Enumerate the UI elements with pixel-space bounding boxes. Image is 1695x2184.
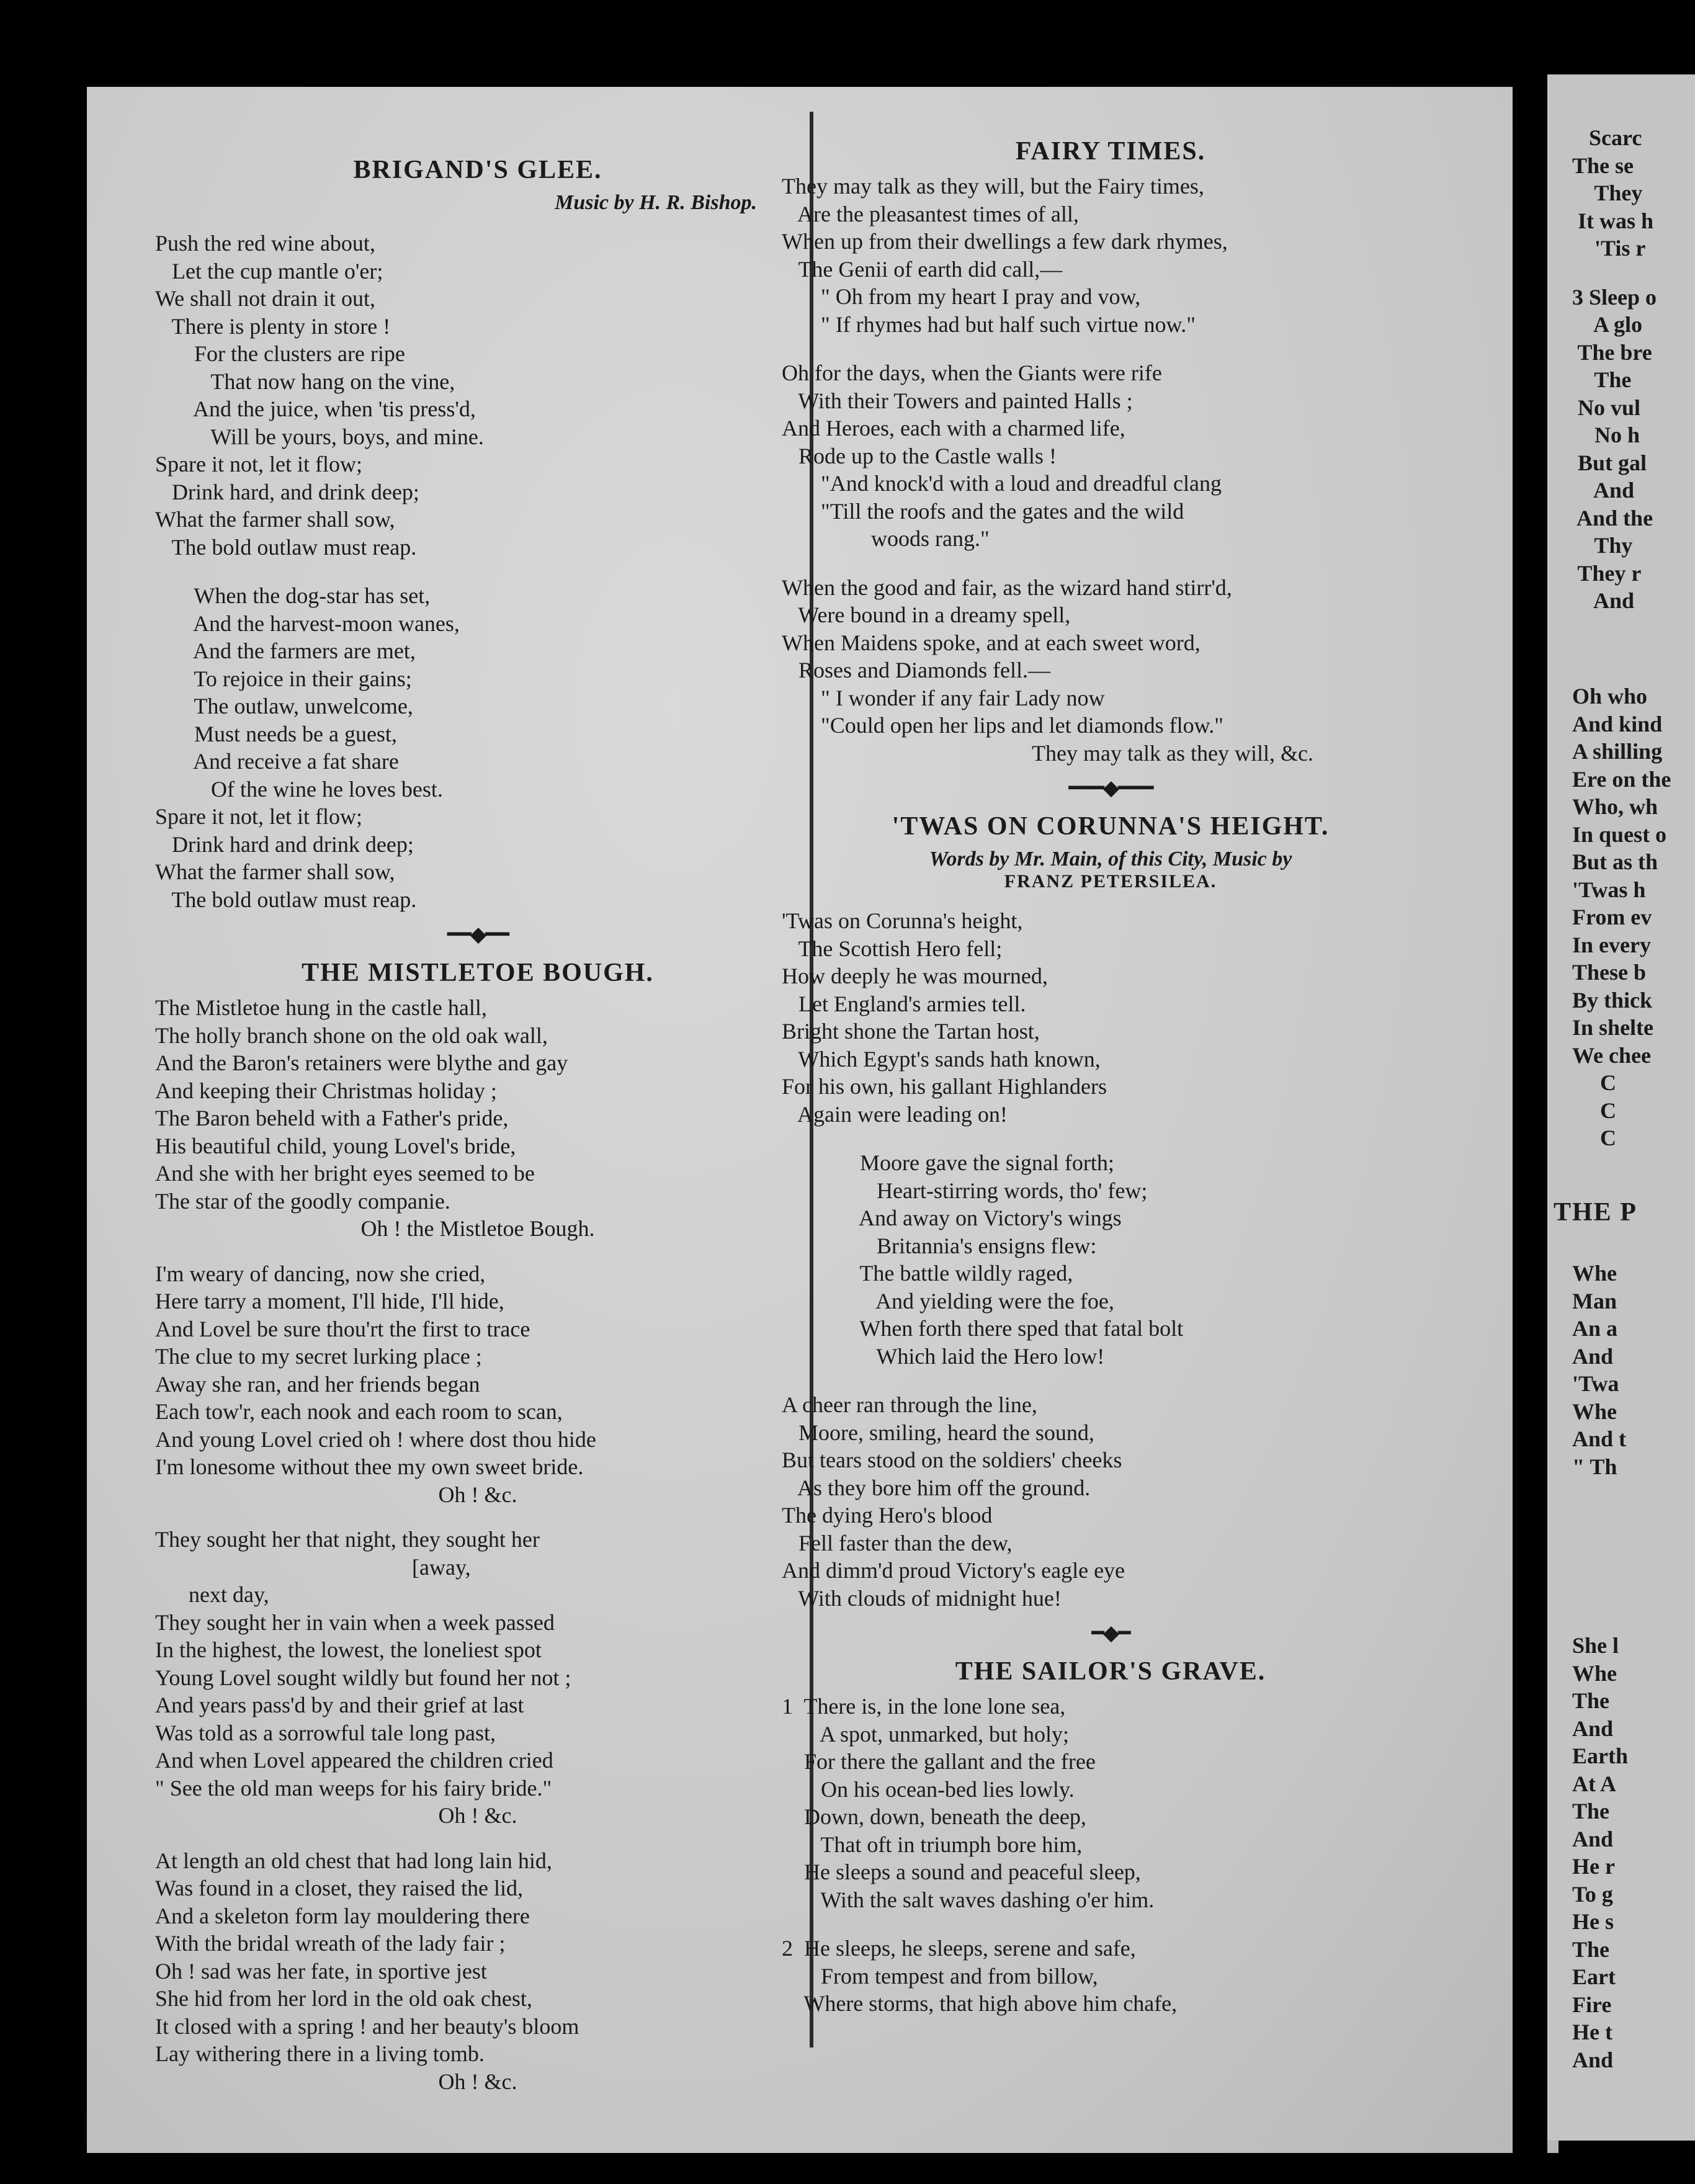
verse-line: Which Egypt's sands hath known, [782,1046,1101,1072]
verse-line: The Scottish Hero fell; [782,936,1003,961]
fragment-line: He r [1572,1854,1615,1879]
verse-line: It closed with a spring ! and her beauty's bloom [155,2013,579,2039]
fragment-line: The se [1572,153,1634,178]
verse-line: And away on Victory's wings [782,1206,1122,1230]
fragment-line: Fire [1572,1992,1612,2017]
verse-line: Heart-stirring words, tho' few; [782,1178,1148,1203]
verse-line: Roses and Diamonds fell.— [782,658,1050,682]
verse-line: Rode up to the Castle walls ! [782,443,1057,468]
verse-line: With the salt waves dashing o'er him. [782,1887,1155,1912]
verse-line: The bold outlaw must reap. [155,534,417,560]
stanza-chorus: Oh ! &c. [438,1803,517,1828]
verse-line: His beautiful child, young Lovel's bride, [155,1133,516,1158]
middle-column [782,136,1439,2018]
verse-line: 2 He sleeps, he sleeps, serene and safe, [782,1936,1136,1961]
fragment-line: Scarc [1572,125,1642,150]
verse-line: From tempest and from billow, [782,1963,1098,1989]
verse-line: And the Baron's retainers were blythe and gay [155,1050,568,1075]
verse-line: The outlaw, unwelcome, [155,694,413,718]
song-title: BRIGAND'S GLEE. [353,156,602,184]
verse-line: But tears stood on the soldiers' cheeks [782,1448,1122,1472]
stanza-gap [782,1370,1439,1391]
verse-line: " I wonder if any fair Lady now [782,685,1105,710]
fragment-line: From ev [1572,905,1652,929]
fragment-line: But as th [1572,849,1658,874]
verse-line: next day, [155,1582,269,1607]
stanza-chorus: Oh ! the Mistletoe Bough. [360,1216,595,1241]
verse-line: " Oh from my heart I pray and vow, [782,284,1141,309]
song-mistletoe-bough [155,958,800,2095]
verse-line: woods rang." [782,526,990,551]
page-gutter [1513,0,1547,2184]
verse-line: With clouds of midnight hue! [782,1585,1062,1611]
verse-line: With their Towers and painted Halls ; [782,388,1133,413]
verse-line: And dimm'd proud Victory's eagle eye [782,1558,1125,1583]
verse-line: They may talk as they will, but the Fairy times, [782,174,1204,199]
fragment-line: No h [1572,423,1640,447]
song-chorus: They may talk as they will, &c. [1032,740,1313,766]
verse-line: The clue to my secret lurking place ; [155,1344,482,1369]
verse-line: What the farmer shall sow, [155,507,395,532]
verse-line: " See the old man weeps for his fairy bride." [155,1775,552,1801]
stanza-gap [782,338,1439,359]
ornament-divider: ━━◆━━ [447,923,509,946]
song-stanzas [155,994,800,2095]
verse-line: In the highest, the lowest, the loneliest spot [155,1637,542,1662]
verse-line: And she with her bright eyes seemed to be [155,1161,535,1186]
fragment-line: The [1572,1936,1610,1962]
verse-line: Of the wine he loves best. [155,776,443,802]
verse-line: The holly branch shone on the old oak wall, [155,1023,548,1048]
verse-line: Bright shone the Tartan host, [782,1019,1040,1044]
fragment-line: Eart [1572,1964,1616,1989]
verse-line: Where storms, that high above him chafe, [782,1991,1178,2016]
stanza-chorus: Oh ! &c. [438,2069,517,2094]
verse-line: Must needs be a guest, [155,721,397,746]
ornament-divider: ━━━◆━━━ [1068,777,1153,800]
verse-line: They sought her in vain when a week passed [155,1609,555,1635]
fragment-line: In shelte [1572,1015,1654,1040]
fragment-lines [1554,1260,1626,1480]
stanza-gap [782,1128,1439,1149]
verse-line: The bold outlaw must reap. [155,887,417,912]
verse-line: Down, down, beneath the deep, [782,1804,1086,1829]
verse-line: Britannia's ensigns flew: [782,1233,1097,1258]
stanza-gap [782,553,1439,574]
verse-line: For the clusters are ripe [155,341,405,366]
verse-line: A cheer ran through the line, [782,1392,1037,1417]
verse-line: And the farmers are met, [155,638,416,663]
fragment-line: C [1572,1098,1616,1123]
song-title: THE MISTLETOE BOUGH. [302,959,654,987]
verse-line: And years pass'd by and their grief at last [155,1693,524,1717]
stanza-gap [782,1913,1439,1935]
fragment-lines [1554,1632,1628,2074]
verse-line: Spare it not, let it flow; [155,452,362,477]
fragment-lines [1554,124,1657,615]
verse-line: Let England's armies tell. [782,991,1026,1016]
fragment-line: These b [1572,960,1647,985]
fragment-line: To g [1572,1881,1613,1907]
fragment-line: Whe [1572,1261,1617,1286]
song-brigands-glee [155,155,800,913]
fragment-line: It was h [1572,208,1654,233]
song-lines [782,172,1439,740]
left-column [155,155,800,2095]
fragment-line: 'Twas h [1572,877,1646,902]
fragment-line: Oh who [1572,684,1648,709]
fragment-title: THE P [1554,1198,1637,1227]
fragment-line: And [1572,1716,1614,1741]
fragment-line: 'Twa [1572,1371,1619,1396]
verse-line: Young Lovel sought wildly but found her not ; [155,1665,571,1690]
verse-line: The star of the goodly companie. [155,1188,450,1214]
fragment-line: In every [1572,932,1651,957]
song-title: THE SAILOR'S GRAVE. [955,1657,1266,1686]
fragment-line: At A [1572,1771,1616,1796]
song-lines [782,907,1439,1612]
fragment-line: They [1572,181,1643,205]
verse-line: Spare it not, let it flow; [155,804,362,829]
verse-line: And receive a fat share [155,749,399,774]
verse-line: Will be yours, boys, and mine. [155,424,484,449]
fragment-line: An a [1572,1316,1618,1341]
fragment-line: And [1572,1343,1614,1369]
fragment-line: 3 Sleep o [1572,284,1657,310]
verse-line: Which laid the Hero low! [782,1343,1105,1369]
verse-line: Here tarry a moment, I'll hide, I'll hide, [155,1289,504,1314]
fragment-line: And t [1572,1426,1627,1451]
fragment-line: And [1572,1826,1614,1851]
verse-line: When up from their dwellings a few dark rhymes, [782,229,1228,254]
verse-line: That oft in triumph bore him, [782,1832,1083,1857]
fragment-line: No vul [1572,395,1641,420]
verse-line: Moore, smiling, heard the sound, [782,1420,1094,1445]
song-title: 'TWAS ON CORUNNA'S HEIGHT. [892,812,1330,841]
fragment-line: Whe [1572,1660,1617,1686]
fragment-line: 'Tis r [1572,236,1646,261]
verse-line: And Heroes, each with a charmed life, [782,416,1125,441]
fragment-line: Whe [1572,1399,1617,1424]
verse-line: For his own, his gallant Highlanders [782,1074,1107,1099]
verse-line: And young Lovel cried oh ! where dost thou hide [155,1426,596,1452]
song-fairy-times [782,136,1439,767]
verse-line: 'Twas on Corunna's height, [782,908,1023,933]
fragment-line: He s [1572,1909,1614,1934]
song-corunna [782,812,1439,1612]
fragment-line: " Th [1572,1454,1617,1479]
verse-line: Were bound in a dreamy spell, [782,602,1071,627]
verse-line: How deeply he was mourned, [782,964,1048,988]
composer-credit: FRANZ PETERSILEA. [1004,871,1217,892]
verse-line: Again were leading on! [782,1101,1008,1127]
song-sailors-grave [782,1657,1439,2018]
fragment-line: The [1572,1799,1610,1824]
fragment-line: And [1572,478,1635,503]
verse-line: I'm lonesome without thee my own sweet bride. [155,1454,584,1479]
verse-line: They sought her that night, they sought her [155,1527,540,1552]
verse-line: And the juice, when 'tis press'd, [155,396,476,421]
verse-line: Oh ! sad was her fate, in sportive jest [155,1958,487,1984]
verse-line: When Maidens spoke, and at each sweet word, [782,630,1201,655]
stanza [155,994,800,1243]
stanza-chorus: Oh ! &c. [438,1482,517,1507]
verse-line: Let the cup mantle o'er; [155,258,383,284]
verse-line: The Genii of earth did call,— [782,256,1063,282]
verse-line: That now hang on the vine, [155,369,455,394]
verse-line: "And knock'd with a loud and dreadful clang [782,471,1222,496]
verse-line: Moore gave the signal forth; [782,1150,1114,1175]
verse-line: The battle wildly raged, [782,1261,1073,1286]
verse-line: And yielding were the foe, [782,1288,1114,1314]
verse-line: Was found in a closet, they raised the lid, [155,1876,523,1900]
fragment-line: And the [1572,505,1653,530]
fragment-line: And [1572,588,1635,613]
verse-line: The Mistletoe hung in the castle hall, [155,995,487,1020]
fragment-line: A glo [1572,312,1643,337]
verse-line: We shall not drain it out, [155,286,376,311]
fragment-line: Ere on the [1572,766,1671,792]
fragment-line: The [1572,367,1632,392]
verse-line: There is plenty in store ! [155,313,391,339]
song-lines [782,1693,1439,2018]
verse-line: " If rhymes had but half such virtue now." [782,311,1196,337]
verse-line: With the bridal wreath of the lady fair ; [155,1931,506,1956]
fragment-line: They r [1572,560,1642,586]
verse-line: Away she ran, and her friends began [155,1371,480,1397]
fragment-line: And [1572,2047,1614,2072]
verse-line: Fell faster than the dew, [782,1530,1013,1555]
fragment-line: The bre [1572,339,1652,365]
fragment-line: We chee [1572,1042,1651,1068]
fragment-line: Man [1572,1288,1617,1314]
fragment-line: C [1572,1126,1616,1150]
verse-line: As they bore him off the ground. [782,1475,1091,1500]
verse-line: He sleeps a sound and peaceful sleep, [782,1860,1141,1884]
verse-line: The dying Hero's blood [782,1503,993,1528]
verse-line: At length an old chest that had long lain hid, [155,1848,552,1873]
verse-line: "Till the roofs and the gates and the wild [782,498,1184,524]
fragment-line: The [1572,1688,1610,1713]
verse-line: She hid from her lord in the old oak chest, [155,1986,532,2011]
stanza [155,1847,800,2096]
verse-line: Drink hard and drink deep; [155,831,414,857]
verse-line: Drink hard, and drink deep; [155,479,419,504]
verse-line: The Baron beheld with a Father's pride, [155,1106,509,1130]
verse-line: Push the red wine about, [155,231,375,256]
fragment-line: In quest o [1572,821,1667,847]
fragment-line: C [1572,1070,1616,1095]
song-lines [155,230,800,913]
verse-line: Are the pleasantest times of all, [782,201,1079,226]
verse-line: Oh for the days, when the Giants were rife [782,360,1162,385]
verse-line: A spot, unmarked, but holy; [782,1721,1069,1747]
stanza [155,1526,800,1830]
verse-line: On his ocean-bed lies lowly. [782,1776,1075,1802]
fragment-line: She l [1572,1633,1619,1658]
verse-line: I'm weary of dancing, now she cried, [155,1261,486,1286]
stanza [155,1260,800,1509]
fragment-line: He t [1572,2020,1612,2044]
verse-line: And Lovel be sure thou'rt the first to trace [155,1316,530,1341]
fragment-lines [1554,682,1671,1152]
verse-line: Lay withering there in a living tomb. [155,2041,485,2066]
verse-line: Each tow'r, each nook and each room to scan, [155,1399,563,1424]
verse-line: "Could open her lips and let diamonds flow." [782,713,1223,738]
verse-line: And the harvest-moon wanes, [155,611,460,636]
words-credit: Words by Mr. Main, of this City, Music by [929,848,1292,870]
verse-line: To rejoice in their gains; [155,666,412,691]
fragment-line: By thick [1572,987,1653,1013]
ornament-divider: ━◆━ [1091,1622,1130,1645]
song-title: FAIRY TIMES. [1015,137,1206,166]
verse-line: When the dog-star has set, [155,583,431,608]
adjacent-page-fragment [1547,74,1695,2141]
stanza-gap [155,561,800,582]
verse-line: When forth there sped that fatal bolt [782,1316,1184,1341]
verse-line: And a skeleton form lay mouldering there [155,1903,530,1928]
verse-line: And when Lovel appeared the children cried [155,1748,553,1773]
verse-line: Was told as a sorrowful tale long past, [155,1720,496,1745]
fragment-line: A shilling [1572,739,1663,764]
verse-line: And keeping their Christmas holiday ; [155,1078,497,1103]
fragment-line: Thy [1572,533,1633,558]
verse-line: 1 There is, in the lone lone sea, [782,1694,1066,1719]
verse-line: What the farmer shall sow, [155,859,395,884]
fragment-line: Earth [1572,1743,1628,1768]
fragment-line: Who, wh [1572,794,1658,819]
verse-line: For there the gallant and the free [782,1749,1096,1774]
fragment-line: And kind [1572,711,1663,736]
verse-line: When the good and fair, as the wizard hand stirr'd, [782,575,1232,600]
fragment-line: But gal [1572,450,1647,475]
music-credit: Music by H. R. Bishop. [555,191,757,214]
verse-line: [away, [155,1554,471,1580]
stanza-gap [1554,262,1657,284]
